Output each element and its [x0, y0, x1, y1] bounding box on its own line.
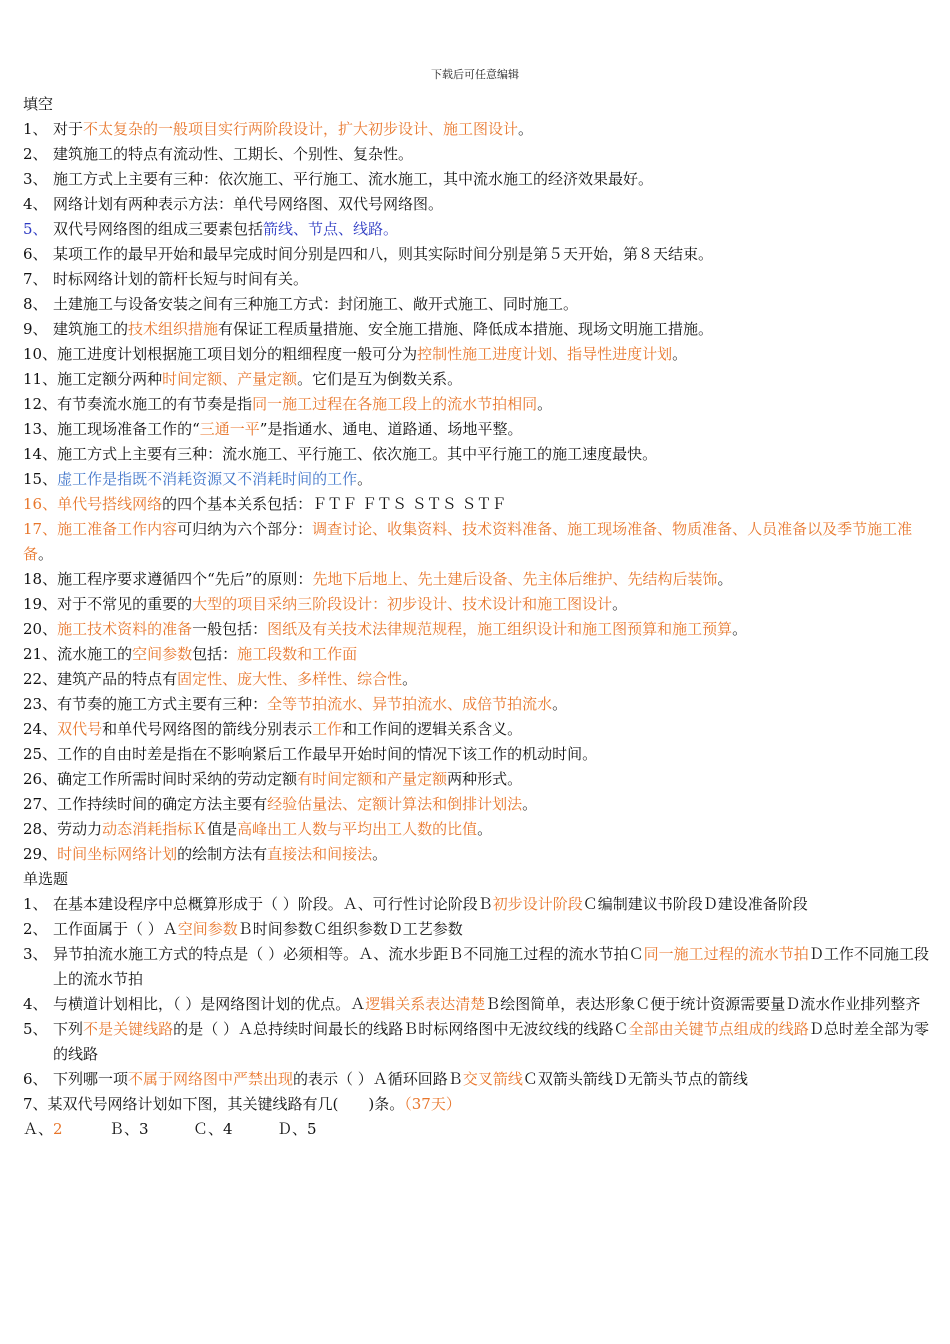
text-segment: 对于 — [53, 120, 84, 138]
text-segment: 。它们是互为倒数关系。 — [297, 370, 463, 388]
question-text — [57, 645, 357, 663]
question-number: 5、 — [23, 220, 48, 238]
text-segment: 双代号 — [57, 720, 103, 738]
text-segment: 动态消耗指标Ｋ — [102, 820, 208, 838]
fill-item — [23, 217, 929, 242]
text-segment: 时间坐标网络计划 — [57, 845, 178, 863]
fill-item — [23, 467, 929, 492]
fill-item — [23, 792, 929, 817]
question-number: 17、 — [23, 520, 58, 538]
question-text — [57, 770, 522, 788]
question-text — [57, 570, 732, 588]
question-number: 14、 — [23, 445, 58, 463]
text-segment: 在基本建设程序中总概算形成于（ ）阶段。Ａ、可行性讨论阶段Ｂ — [53, 895, 493, 913]
text-segment: Ｃ双箭头箭线Ｄ无箭头节点的箭线 — [522, 1070, 748, 1088]
option-label: Ｃ、 — [193, 1120, 224, 1138]
text-segment: 工作 — [312, 720, 343, 738]
question-number: 19、 — [23, 595, 58, 613]
fill-item — [23, 592, 929, 617]
fill-item — [23, 742, 929, 767]
text-segment: 施工方式上主要有三种：流水施工、平行施工、依次施工。其中平行施工的施工速度最快。 — [57, 445, 658, 463]
text-segment: 。 — [732, 620, 748, 638]
question-number: 2、 — [23, 145, 48, 163]
text-segment: 某双代号网络计划如下图，其关键线路有几( )条。 — [47, 1095, 405, 1113]
fill-section-title: 填空 — [23, 95, 54, 113]
fill-item — [23, 692, 929, 717]
question-text — [53, 892, 929, 917]
option-label: Ｂ、 — [109, 1120, 140, 1138]
question-number: 24、 — [23, 720, 58, 738]
fill-item — [23, 367, 929, 392]
text-segment: 的表示（ ）Ａ循环回路Ｂ — [293, 1070, 463, 1088]
answer-option — [193, 1117, 277, 1142]
text-segment: 施工技术资料的准备 — [57, 620, 193, 638]
text-segment: 。 — [38, 545, 54, 563]
option-value: 4 — [223, 1120, 233, 1138]
text-segment: 技术组织措施 — [128, 320, 219, 338]
fill-item — [23, 117, 929, 142]
question-number: 27、 — [23, 795, 58, 813]
question-number: 28、 — [23, 820, 58, 838]
question-text — [57, 345, 687, 363]
text-segment: 有保证工程质量措施、安全施工措施、降低成本措施、现场文明施工措施。 — [218, 320, 714, 338]
question-7 — [23, 1092, 929, 1117]
question-text — [53, 217, 929, 242]
text-segment: 固定性、庞大性、多样性、综合性 — [177, 670, 403, 688]
choice-item — [23, 1067, 929, 1092]
question-text — [57, 670, 417, 688]
question-text — [57, 820, 492, 838]
question-text — [53, 942, 929, 992]
question-text — [53, 1017, 929, 1067]
fill-item — [23, 392, 929, 417]
question-number: 5、 — [23, 1020, 48, 1038]
text-segment: 图纸及有关技术法律规范规程，施工组织设计和施工图预算和施工预算 — [267, 620, 733, 638]
question-text — [23, 520, 912, 563]
choice-item — [23, 917, 929, 942]
question-text — [53, 192, 929, 217]
text-segment: 有节奏流水施工的有节奏是指 — [57, 395, 253, 413]
text-segment: 的四个基本关系包括：ＦＴＦ ＦＴＳ ＳＴＳ ＳＴＦ — [162, 495, 507, 513]
text-segment: 。 — [672, 345, 688, 363]
choice-item — [23, 942, 929, 992]
text-segment: 时标网络计划的箭杆长短与时间有关。 — [53, 270, 309, 288]
text-segment: 施工定额分两种 — [57, 370, 163, 388]
fill-item — [23, 817, 929, 842]
text-segment: 异节拍流水施工方式的特点是（ ）必须相等。Ａ、流水步距Ｂ不同施工过程的流水节拍Ｃ — [53, 945, 644, 963]
fill-item — [23, 642, 929, 667]
text-segment: 包括： — [192, 645, 238, 663]
text-segment: 一般包括： — [192, 620, 268, 638]
text-segment: 施工程序要求遵循四个“先后”的原则： — [57, 570, 313, 588]
question-number: 6、 — [23, 245, 48, 263]
text-segment: 同一施工过程的流水节拍 — [643, 945, 809, 963]
question-number: 7、 — [23, 1095, 48, 1113]
document-body — [23, 92, 929, 1142]
fill-item — [23, 717, 929, 742]
text-segment: 双代号网络图的组成三要素包括 — [53, 220, 264, 238]
text-segment: 直接法和间接法 — [267, 845, 373, 863]
text-segment: 。 — [522, 795, 538, 813]
fill-item — [23, 142, 929, 167]
question-text — [53, 292, 929, 317]
option-value: 3 — [139, 1120, 149, 1138]
question-text — [57, 745, 597, 763]
text-segment: 交叉箭线 — [462, 1070, 523, 1088]
text-segment: 劳动力 — [57, 820, 103, 838]
question-text — [57, 620, 747, 638]
text-segment: 某项工作的最早开始和最早完成时间分别是四和八，则其实际时间分别是第５天开始，第８天结束。 — [53, 245, 714, 263]
question-text — [57, 695, 567, 713]
text-segment: 空间参数 — [132, 645, 193, 663]
text-segment: 土建施工与设备安装之间有三种施工方式：封闭施工、敞开式施工、同时施工。 — [53, 295, 579, 313]
question-number: 25、 — [23, 745, 58, 763]
fill-question-list — [23, 117, 929, 867]
question-number: 3、 — [23, 170, 48, 188]
fill-item — [23, 192, 929, 217]
text-segment: 逻辑关系表达清楚 — [365, 995, 486, 1013]
text-segment: 。 — [537, 395, 553, 413]
question-text — [57, 795, 537, 813]
answer-option — [23, 1117, 109, 1142]
text-segment: 单代号搭线网络 — [57, 495, 163, 513]
question-number: 22、 — [23, 670, 58, 688]
text-segment: 同一施工过程在各施工段上的流水节拍相同 — [252, 395, 538, 413]
question-text — [53, 167, 929, 192]
text-segment: 的绘制方法有 — [177, 845, 268, 863]
text-segment: 工作面属于（ ）Ａ — [53, 920, 178, 938]
text-segment: 空间参数 — [177, 920, 238, 938]
question-number: 1、 — [23, 895, 48, 913]
fill-item — [23, 267, 929, 292]
text-segment: 有节奏的施工方式主要有三种： — [57, 695, 268, 713]
question-text — [53, 267, 929, 292]
text-segment: 的是（ ）Ａ总持续时间最长的线路Ｂ时标网络图中无波纹线的线路Ｃ — [173, 1020, 629, 1038]
text-segment: Ｄ总时差全部为零的线路 — [53, 1020, 929, 1063]
text-segment: Ｂ绘图简单，表达形象Ｃ便于统计资源需要量Ｄ流水作业排列整齐 — [485, 995, 921, 1013]
choice-item — [23, 992, 929, 1017]
question-text — [53, 117, 929, 142]
text-segment: 不太复杂的一般项目实行两阶段设计，扩大初步设计、施工图设计 — [83, 120, 519, 138]
fill-item — [23, 517, 929, 567]
text-segment: 不是关键线路 — [83, 1020, 174, 1038]
text-segment: 时间定额、产量定额 — [162, 370, 298, 388]
question-number: 10、 — [23, 345, 58, 363]
text-segment: 。 — [518, 120, 534, 138]
fill-item — [23, 567, 929, 592]
text-segment: 工作持续时间的确定方法主要有 — [57, 795, 268, 813]
choice-question-list — [23, 892, 929, 1092]
text-segment: （37天） — [404, 1095, 461, 1113]
text-segment: ”是指通水、通电、道路通、场地平整。 — [259, 420, 523, 438]
text-segment: 虚工作是指既不消耗资源又不消耗时间的工作 — [57, 470, 358, 488]
fill-item — [23, 767, 929, 792]
question-number: 4、 — [23, 195, 48, 213]
question-number: 6、 — [23, 1070, 48, 1088]
text-segment: 网络计划有两种表示方法：单代号网络图、双代号网络图。 — [53, 195, 444, 213]
text-segment: 施工进度计划根据施工项目划分的粗细程度一般可分为 — [57, 345, 418, 363]
fill-item — [23, 617, 929, 642]
text-segment: 。 — [402, 670, 418, 688]
question-text — [53, 1067, 929, 1092]
text-segment: 施工准备工作内容 — [57, 520, 178, 538]
text-segment: 先地下后地上、先土建后设备、先主体后维护、先结构后装饰 — [312, 570, 718, 588]
question-number: 20、 — [23, 620, 58, 638]
text-segment: Ｄ工作不同施工段上的流水节拍 — [53, 945, 929, 988]
fill-item — [23, 492, 929, 517]
question-number: 18、 — [23, 570, 58, 588]
fill-item — [23, 292, 929, 317]
text-segment: Ｃ编制建议书阶段Ｄ建设准备阶段 — [582, 895, 808, 913]
fill-item — [23, 667, 929, 692]
question-text — [57, 595, 627, 613]
text-segment: 可归纳为六个部分： — [177, 520, 313, 538]
question-number: 11、 — [23, 370, 58, 388]
question-text — [57, 420, 522, 438]
text-segment: 三通一平 — [199, 420, 260, 438]
question-text — [53, 992, 929, 1017]
text-segment: 施工方式上主要有三种：依次施工、平行施工、流水施工，其中流水施工的经济效果最好。 — [53, 170, 654, 188]
question-number: 7、 — [23, 270, 48, 288]
question-text — [57, 845, 387, 863]
text-segment: 调查讨论、收集资料、技术资料准备、施工现场准备、物质准备、人员准备以及季节施工准备 — [23, 520, 913, 563]
fill-item — [23, 842, 929, 867]
text-segment: 全部由关键节点组成的线路 — [628, 1020, 809, 1038]
text-segment: 控制性施工进度计划、指导性进度计划 — [417, 345, 673, 363]
question-text — [57, 495, 506, 513]
text-segment: 箭线、节点、线路。 — [263, 220, 399, 238]
question-number: 8、 — [23, 295, 48, 313]
question-text — [53, 142, 929, 167]
text-segment: 下列哪一项 — [53, 1070, 129, 1088]
question-text — [53, 917, 929, 942]
text-segment: 施工段数和工作面 — [237, 645, 358, 663]
choice-section-title: 单选题 — [23, 870, 69, 888]
answer-option — [277, 1117, 337, 1142]
fill-item — [23, 417, 929, 442]
option-label: Ａ、 — [23, 1120, 54, 1138]
text-segment: 初步设计阶段 — [492, 895, 583, 913]
page-header-note: 下载后可任意编辑 — [431, 68, 519, 81]
text-segment: 建筑施工的 — [53, 320, 129, 338]
question-text — [57, 370, 462, 388]
question-number: 15、 — [23, 470, 58, 488]
text-segment: 和工作间的逻辑关系含义。 — [342, 720, 523, 738]
question-text — [57, 720, 522, 738]
question-number: 26、 — [23, 770, 58, 788]
text-segment: 工作的自由时差是指在不影响紧后工作最早开始时间的情况下该工作的机动时间。 — [57, 745, 598, 763]
question-number: 13、 — [23, 420, 58, 438]
question-number: 29、 — [23, 845, 58, 863]
answer-option — [109, 1117, 193, 1142]
option-value: 5 — [307, 1120, 317, 1138]
question-7-options — [23, 1117, 929, 1142]
text-segment: 建筑产品的特点有 — [57, 670, 178, 688]
question-number: 23、 — [23, 695, 58, 713]
text-segment: 。 — [477, 820, 493, 838]
text-segment: 两种形式。 — [447, 770, 523, 788]
text-segment: 确定工作所需时间时采纳的劳动定额 — [57, 770, 298, 788]
question-number: 21、 — [23, 645, 58, 663]
text-segment: 。 — [372, 845, 388, 863]
text-segment: 。 — [612, 595, 628, 613]
text-segment: 不属于网络图中严禁出现 — [128, 1070, 294, 1088]
question-number: 4、 — [23, 995, 48, 1013]
text-segment: 高峰出工人数与平均出工人数的比值 — [237, 820, 478, 838]
text-segment: 全等节拍流水、异节拍流水、成倍节拍流水 — [267, 695, 553, 713]
choice-item — [23, 1017, 929, 1067]
question-text — [57, 395, 552, 413]
choice-item — [23, 892, 929, 917]
question-number: 12、 — [23, 395, 58, 413]
question-number: 9、 — [23, 320, 48, 338]
text-segment: 和单代号网络图的箭线分别表示 — [102, 720, 313, 738]
text-segment: Ｂ时间参数Ｃ组织参数Ｄ工艺参数 — [237, 920, 463, 938]
question-text — [53, 317, 929, 342]
fill-item — [23, 167, 929, 192]
text-segment: 。 — [357, 470, 373, 488]
text-segment: 对于不常见的重要的 — [57, 595, 193, 613]
text-segment: 。 — [552, 695, 568, 713]
text-segment: 大型的项目采纳三阶段设计：初步设计、技术设计和施工图设计 — [192, 595, 613, 613]
question-number: 1、 — [23, 120, 48, 138]
question-number: 2、 — [23, 920, 48, 938]
text-segment: 经验估量法、定额计算法和倒排计划法 — [267, 795, 523, 813]
fill-item — [23, 242, 929, 267]
text-segment: 建筑施工的特点有流动性、工期长、个别性、复杂性。 — [53, 145, 414, 163]
text-segment: 与横道计划相比，（ ）是网络图计划的优点。Ａ — [53, 995, 366, 1013]
fill-item — [23, 442, 929, 467]
text-segment: 。 — [717, 570, 733, 588]
text-segment: 施工现场准备工作的“ — [57, 420, 200, 438]
option-value: 2 — [53, 1120, 63, 1138]
text-segment: 流水施工的 — [57, 645, 133, 663]
text-segment: 有时间定额和产量定额 — [297, 770, 448, 788]
question-text — [53, 242, 929, 267]
question-text — [57, 470, 372, 488]
option-label: Ｄ、 — [277, 1120, 308, 1138]
question-number: 16、 — [23, 495, 58, 513]
question-number: 3、 — [23, 945, 48, 963]
question-text — [57, 445, 657, 463]
fill-item — [23, 342, 929, 367]
text-segment: 下列 — [53, 1020, 84, 1038]
fill-item — [23, 317, 929, 342]
text-segment: 值是 — [207, 820, 238, 838]
